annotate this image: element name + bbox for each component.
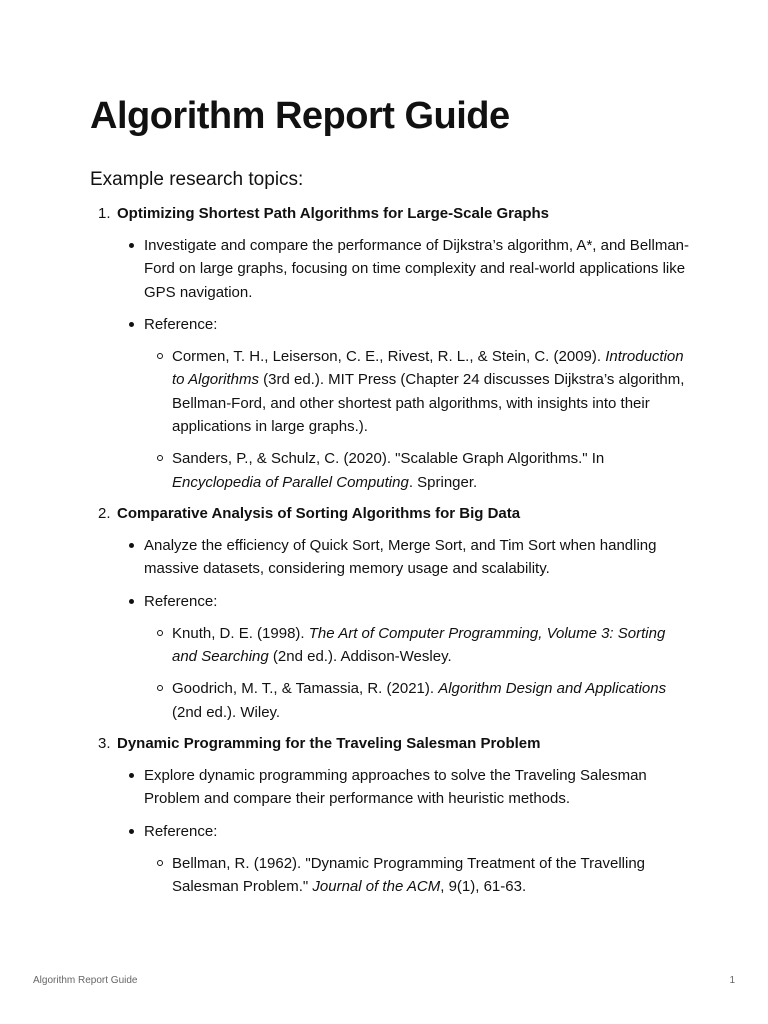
- description-text: Investigate and compare the performance of Dijkstra’s algorithm, A*, and Bellman-Ford on large graphs, focusing on time complexity and real-world applications like GPS navigation.: [144, 237, 689, 301]
- reference-item: [90, 622, 690, 669]
- reference-label: [90, 820, 690, 843]
- description-text: Analyze the efficiency of Quick Sort, Merge Sort, and Tim Sort when handling massive datasets, considering memory usage and scalability.: [144, 536, 657, 578]
- reference-label-text: Reference:: [144, 315, 218, 333]
- ref-pre: Cormen, T. H., Leiserson, C. E., Rivest, R. L., & Stein, C. (2009).: [172, 348, 606, 366]
- ref-italic: Algorithm Design and Applications: [438, 680, 667, 698]
- reference-label: [90, 313, 690, 336]
- bullet-icon: [129, 543, 134, 548]
- reference-item: [90, 447, 690, 494]
- topic-number: 3.: [98, 735, 111, 753]
- circle-bullet-icon: [157, 860, 163, 866]
- topic-number: 2.: [98, 504, 111, 522]
- topic-number: 1.: [98, 205, 111, 222]
- reference-label-text: Reference:: [144, 822, 218, 840]
- bullet-icon: [129, 322, 134, 327]
- reference-item: [90, 852, 690, 899]
- reference-item: [90, 345, 690, 438]
- reference-item: [90, 677, 690, 724]
- topic-2: [90, 502, 690, 525]
- reference-label: [90, 590, 690, 613]
- circle-bullet-icon: [157, 353, 163, 359]
- page-number: 1: [729, 975, 735, 986]
- ref-post: (3rd ed.). MIT Press (Chapter 24 discusses Dijkstra’s algorithm, Bellman-Ford, and other shortest path algorithms, with insights into their applications in large graphs.).: [172, 371, 685, 436]
- ref-pre: Bellman, R. (1962). "Dynamic Programming Treatment of the Travelling Salesman Problem.": [172, 854, 646, 896]
- section-heading: Example research topics:: [90, 169, 304, 190]
- ref-pre: Sanders, P., & Schulz, C. (2020). "Scalable Graph Algorithms." In: [172, 450, 605, 468]
- topic-3: [90, 732, 690, 755]
- document-page: [90, 90, 690, 899]
- footer-title: Algorithm Report Guide: [33, 975, 138, 986]
- ref-post: , 9(1), 61-63.: [440, 878, 527, 896]
- bullet-icon: [129, 243, 134, 248]
- description-text: Explore dynamic programming approaches to solve the Traveling Salesman Problem and compare their performance with heuristic methods.: [144, 767, 647, 808]
- ref-post: . Springer.: [408, 473, 478, 491]
- topic-description: [90, 234, 690, 304]
- topic-title: Dynamic Programming for the Traveling Salesman Problem: [117, 735, 541, 753]
- document-title: Algorithm Report Guide: [90, 95, 510, 137]
- topic-title: Optimizing Shortest Path Algorithms for Large-Scale Graphs: [117, 205, 550, 222]
- ref-pre: Goodrich, M. T., & Tamassia, R. (2021).: [172, 680, 439, 698]
- circle-bullet-icon: [157, 455, 163, 461]
- ref-italic: Journal of the ACM: [312, 878, 441, 896]
- ref-post: (2nd ed.). Wiley.: [172, 703, 281, 721]
- ref-italic: Encyclopedia of Parallel Computing: [172, 473, 409, 491]
- topic-title: Comparative Analysis of Sorting Algorithms for Big Data: [117, 504, 521, 522]
- topic-description: [90, 534, 690, 581]
- ref-post: (2nd ed.). Addison-Wesley.: [268, 648, 452, 666]
- bullet-icon: [129, 829, 134, 834]
- bullet-icon: [129, 773, 134, 778]
- topic-1: [90, 202, 690, 225]
- ref-italic: Introduction to Algorithms: [172, 348, 684, 389]
- circle-bullet-icon: [157, 685, 163, 691]
- reference-label-text: Reference:: [144, 592, 218, 610]
- ref-pre: Knuth, D. E. (1998).: [172, 624, 309, 642]
- topic-description: [90, 764, 690, 811]
- bullet-icon: [129, 599, 134, 604]
- ref-italic: The Art of Computer Programming, Volume 3: Sorting and Searching: [172, 624, 666, 666]
- circle-bullet-icon: [157, 630, 163, 636]
